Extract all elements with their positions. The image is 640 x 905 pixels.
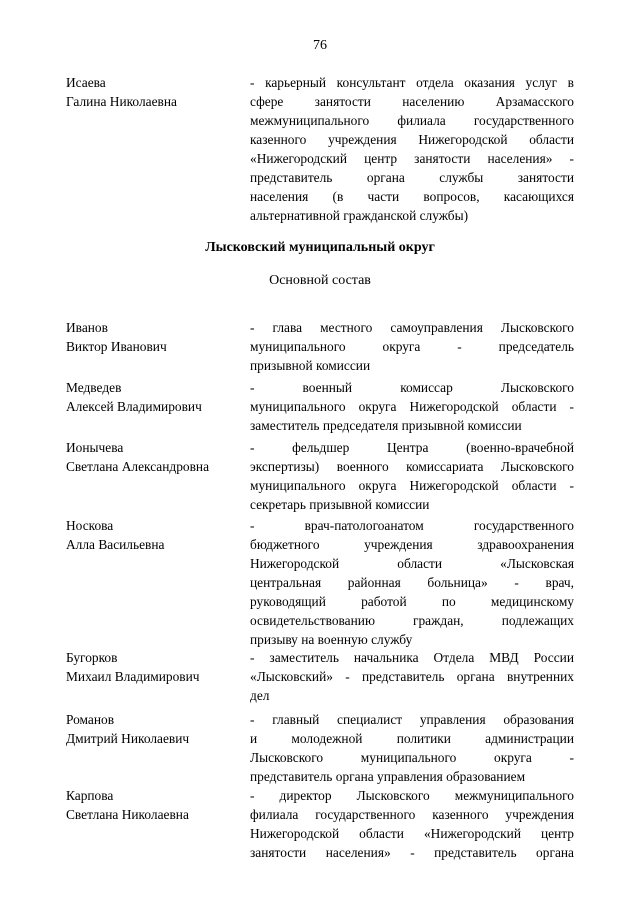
member-description bbox=[250, 648, 574, 705]
description-line: Нижегородской области «Лысковская bbox=[250, 556, 574, 571]
member-name bbox=[66, 786, 250, 862]
description-line: занятости населения» - представитель органа bbox=[250, 845, 574, 860]
description-line: сфере занятости населению Арзамасского bbox=[250, 94, 574, 109]
member-entry-medvedev bbox=[66, 378, 586, 435]
member-entry-bugorkov bbox=[66, 648, 586, 705]
member-description bbox=[250, 378, 574, 435]
description-line: «Нижегородский центр занятости населения» - bbox=[250, 151, 574, 166]
member-given-names: Алла Васильевна bbox=[66, 537, 165, 552]
member-given-names: Галина Николаевна bbox=[66, 94, 177, 109]
description-line: - заместитель начальника Отдела МВД России bbox=[250, 650, 574, 665]
description-line: - главный специалист управления образования bbox=[250, 712, 574, 727]
member-given-names: Дмитрий Николаевич bbox=[66, 731, 190, 746]
member-entry-romanov bbox=[66, 710, 586, 786]
description-line: представитель органа службы занятости bbox=[250, 170, 574, 185]
description-line: экспертизы) военного комиссариата Лысковского bbox=[250, 459, 574, 474]
description-line: руководящий работой по медицинскому bbox=[250, 594, 574, 609]
member-given-names: Виктор Иванович bbox=[66, 339, 167, 354]
member-surname: Исаева bbox=[66, 75, 106, 90]
description-line: дел bbox=[250, 688, 270, 703]
description-line: альтернативной гражданской службы) bbox=[250, 208, 469, 223]
description-line: - врач-патологоанатом государственного bbox=[250, 518, 574, 533]
member-name bbox=[66, 438, 250, 514]
description-line: призыву на военную службу bbox=[250, 632, 413, 647]
member-surname: Бугорков bbox=[66, 650, 118, 665]
member-given-names: Алексей Владимирович bbox=[66, 399, 202, 414]
section-title: Лысковский муниципальный округ bbox=[205, 240, 435, 255]
description-line: муниципального округа Нижегородской области - bbox=[250, 478, 574, 493]
member-description bbox=[250, 710, 574, 786]
description-line: - фельдшер Центра (военно-врачебной bbox=[250, 440, 574, 455]
member-name bbox=[66, 318, 250, 375]
description-line: населения (в части вопросов, касающихся bbox=[250, 189, 574, 204]
member-description bbox=[250, 318, 574, 375]
member-name bbox=[66, 378, 250, 435]
member-surname: Романов bbox=[66, 712, 115, 727]
member-surname: Медведев bbox=[66, 380, 122, 395]
description-line: - директор Лысковского межмуниципального bbox=[250, 788, 574, 803]
member-description bbox=[250, 786, 574, 862]
description-line: представитель органа управления образованием bbox=[250, 769, 526, 784]
description-line: Нижегородской области «Нижегородский центр bbox=[250, 826, 574, 841]
member-entry-ionycheva bbox=[66, 438, 586, 514]
description-line: призывной комиссии bbox=[250, 358, 371, 373]
description-line: «Лысковский» - представитель органа внутренних bbox=[250, 669, 574, 684]
member-name bbox=[66, 516, 250, 649]
subsection-title: Основной состав bbox=[269, 273, 371, 288]
member-surname: Ионычева bbox=[66, 440, 124, 455]
description-line: Лысковского муниципального округа - bbox=[250, 750, 574, 765]
description-line: филиала государственного казенного учреждения bbox=[250, 807, 574, 822]
member-description bbox=[250, 516, 574, 649]
description-line: - военный комиссар Лысковского bbox=[250, 380, 574, 395]
member-description bbox=[250, 73, 574, 225]
member-entry-karpova bbox=[66, 786, 586, 862]
description-line: секретарь призывной комиссии bbox=[250, 497, 430, 512]
member-given-names: Михаил Владимирович bbox=[66, 669, 200, 684]
description-line: центральная районная больница» - врач, bbox=[250, 575, 574, 590]
description-line: муниципального округа - председатель bbox=[250, 339, 574, 354]
member-given-names: Светлана Александровна bbox=[66, 459, 210, 474]
description-line: заместитель председателя призывной комиссии bbox=[250, 418, 522, 433]
member-description bbox=[250, 438, 574, 514]
member-surname: Иванов bbox=[66, 320, 108, 335]
description-line: казенного учреждения Нижегородской области bbox=[250, 132, 574, 147]
member-entry-ivanov bbox=[66, 318, 586, 375]
member-entry-isaeva bbox=[66, 73, 586, 225]
description-line: бюджетного учреждения здравоохранения bbox=[250, 537, 574, 552]
description-line: - глава местного самоуправления Лысковского bbox=[250, 320, 574, 335]
description-line: и молодежной политики администрации bbox=[250, 731, 574, 746]
member-name bbox=[66, 73, 250, 225]
description-line: освидетельствованию граждан, подлежащих bbox=[250, 613, 574, 628]
description-line: межмуниципального филиала государственного bbox=[250, 113, 574, 128]
description-line: муниципального округа Нижегородской области - bbox=[250, 399, 574, 414]
member-surname: Карпова bbox=[66, 788, 114, 803]
member-surname: Носкова bbox=[66, 518, 114, 533]
page-number: 76 bbox=[313, 38, 327, 53]
member-name bbox=[66, 710, 250, 786]
description-line: - карьерный консультант отдела оказания услуг в bbox=[250, 75, 574, 90]
member-given-names: Светлана Николаевна bbox=[66, 807, 189, 822]
member-entry-noskova bbox=[66, 516, 586, 649]
member-name bbox=[66, 648, 250, 705]
